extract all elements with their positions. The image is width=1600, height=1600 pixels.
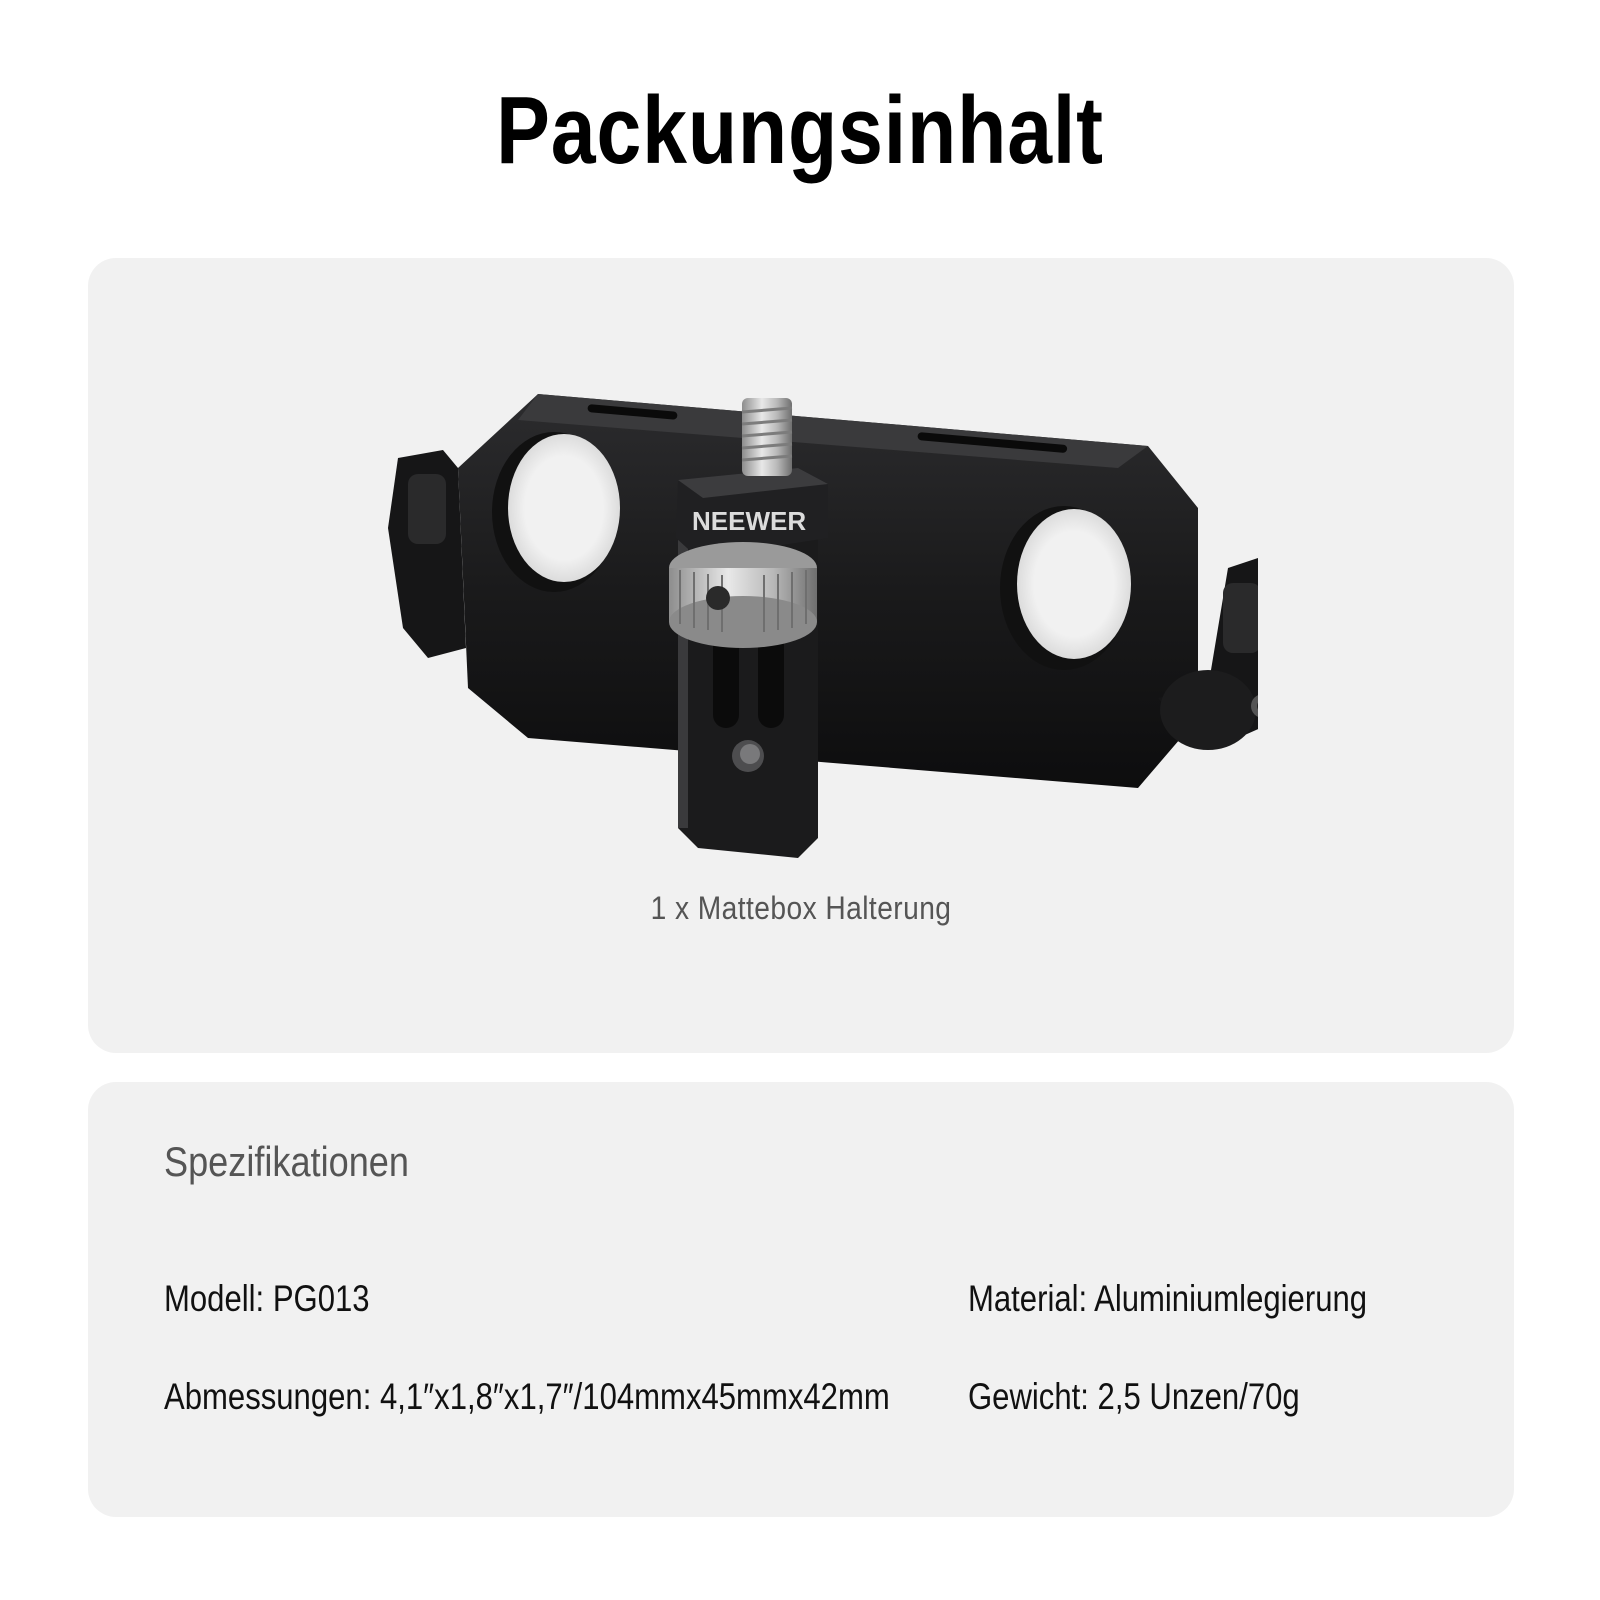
spec-model: Modell: PG013: [164, 1278, 370, 1319]
mattebox-holder-image: [358, 358, 1258, 878]
brand-logo: NEEWER: [692, 506, 807, 536]
package-contents-card: [88, 258, 1514, 1053]
package-item-caption: 1 x Mattebox Halterung: [650, 890, 952, 926]
spec-weight: Gewicht: 2,5 Unzen/70g: [968, 1376, 1300, 1417]
specifications-card: [88, 1082, 1514, 1517]
spec-material: Material: Aluminiumlegierung: [968, 1278, 1368, 1319]
spec-dimensions: Abmessungen: 4,1″x1,8″x1,7″/104mmx45mmx42mm: [164, 1376, 890, 1417]
page-title: Packungsinhalt: [496, 77, 1104, 184]
specifications-heading: Spezifikationen: [164, 1138, 409, 1185]
